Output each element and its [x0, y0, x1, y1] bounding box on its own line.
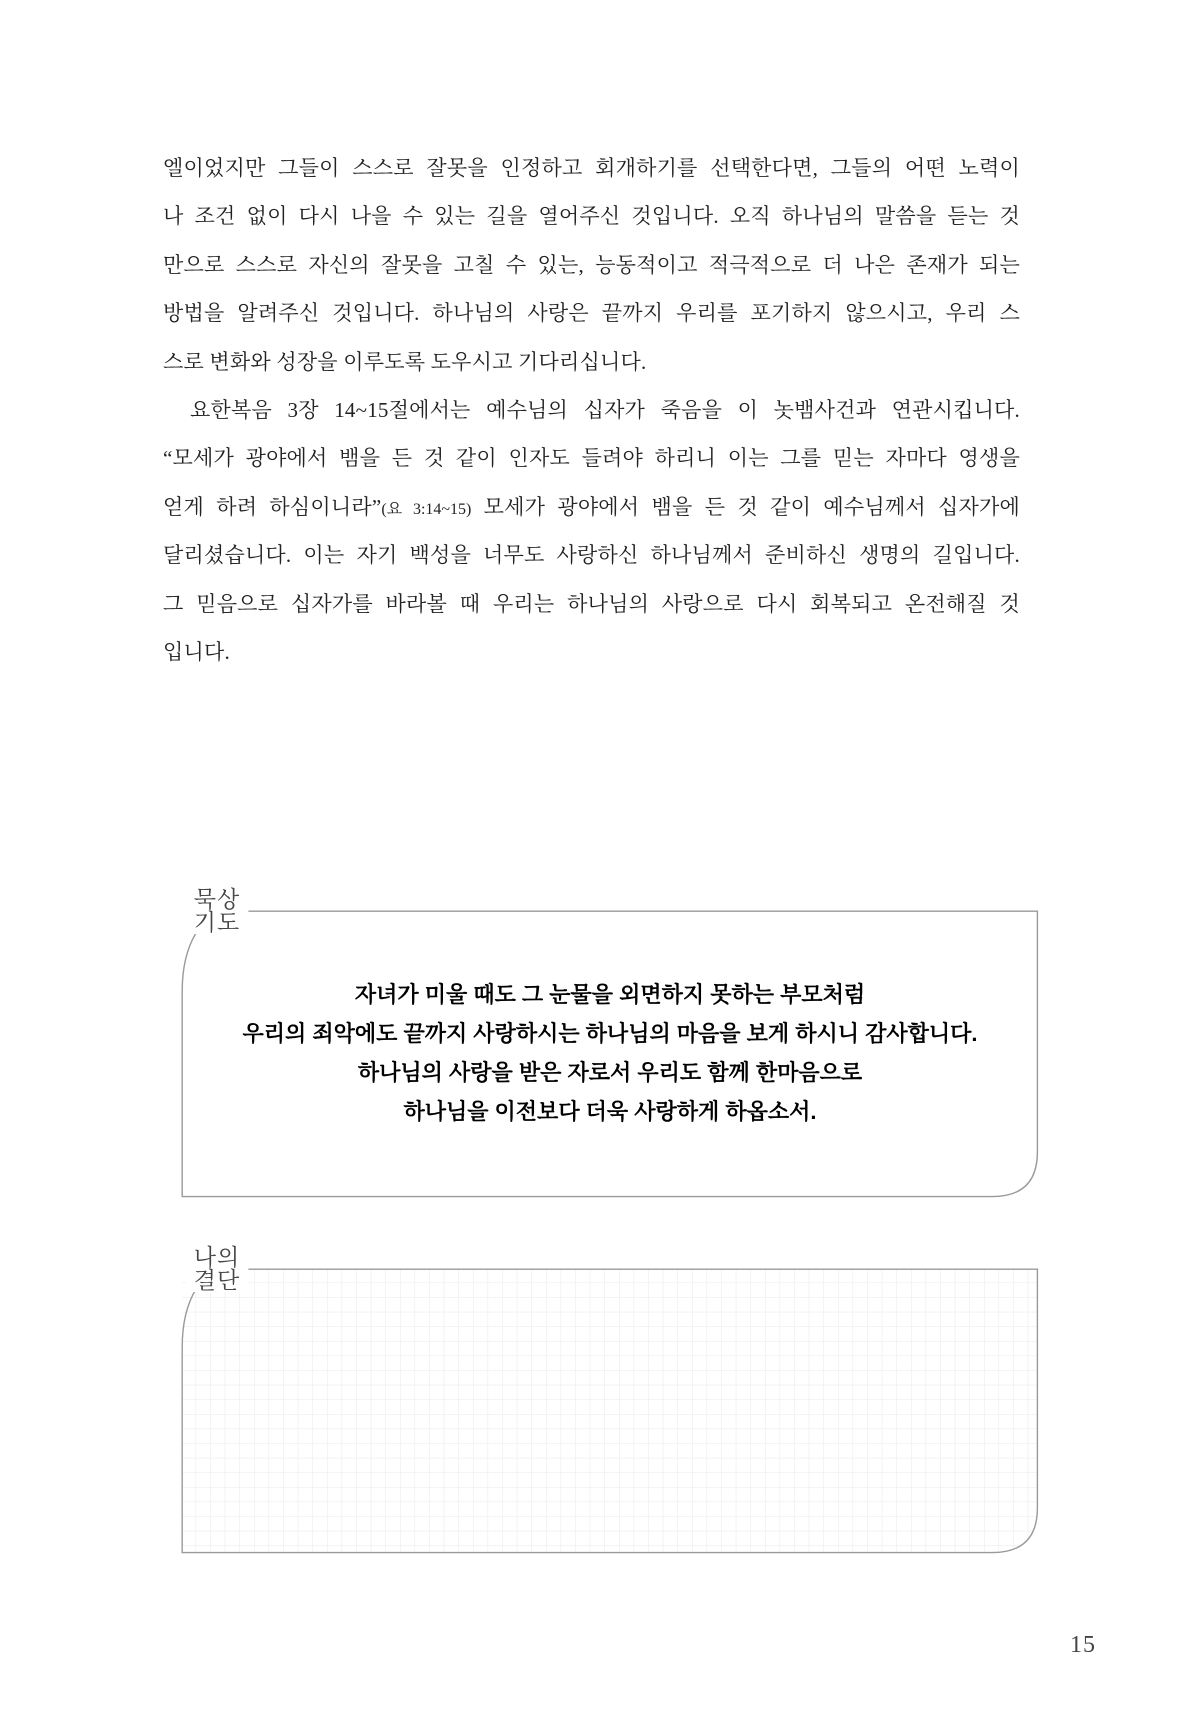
meditation-prayer-text: [181, 975, 1039, 1131]
body-text-segment: 입니다.: [163, 639, 230, 664]
body-text-line: [163, 289, 1020, 337]
body-text-segment: 나 조건 없이 다시 나을 수 있는 길을 열어주신 것입니다. 오직 하나님의 말씀을 듣는 것: [163, 204, 1020, 229]
body-text-segment: 얻게 하려 하심이니라”: [163, 494, 382, 519]
meditation-prayer-label: [186, 888, 248, 934]
my-resolution-box: [181, 1268, 1039, 1555]
my-resolution-label-line1: 나의: [193, 1245, 241, 1270]
body-text-line: [163, 192, 1020, 240]
body-text-line: [163, 241, 1020, 289]
my-resolution-label: [186, 1246, 248, 1292]
body-text-line: [163, 386, 1020, 434]
body-text-line: [163, 338, 1020, 386]
body-text-line: [163, 531, 1020, 579]
body-text-segment: 그 믿음으로 십자가를 바라볼 때 우리는 하나님의 사랑으로 다시 회복되고 온전해질 것: [163, 591, 1020, 616]
body-text: [163, 144, 1020, 676]
meditation-prayer-label-line2: 기도: [193, 910, 241, 935]
body-text-segment: 만으로 스스로 자신의 잘못을 고칠 수 있는, 능동적이고 적극적으로 더 나은 존재가 되는: [163, 252, 1020, 277]
body-text-line: [163, 434, 1020, 482]
body-text-segment: 방법을 알려주신 것입니다. 하나님의 사랑은 끝까지 우리를 포기하지 않으시고, 우리 스: [163, 301, 1020, 326]
meditation-prayer-label-line1: 묵상: [193, 887, 241, 912]
page-number: 15: [1070, 1632, 1096, 1658]
prayer-line: 자녀가 미울 때도 그 눈물을 외면하지 못하는 부모처럼: [354, 982, 866, 1007]
body-text-line: [163, 580, 1020, 628]
my-resolution-grid-paper: [182, 1269, 1037, 1553]
bible-verse-reference: (요 3:14~15): [381, 500, 472, 518]
body-text-segment: 달리셨습니다. 이는 자기 백성을 너무도 사랑하신 하나님께서 준비하신 생명의 길입니다.: [163, 543, 1020, 568]
body-text-segment: 스로 변화와 성장을 이루도록 도우시고 기다리십니다.: [163, 349, 647, 374]
body-text-line: [163, 144, 1020, 192]
body-text-line: [163, 628, 1020, 676]
prayer-line: 하나님을 이전보다 더욱 사랑하게 하옵소서.: [403, 1099, 817, 1124]
prayer-line: 우리의 죄악에도 끝까지 사랑하시는 하나님의 마음을 보게 하시니 감사합니다.: [242, 1021, 978, 1046]
my-resolution-label-line2: 결단: [193, 1268, 241, 1293]
body-text-line: [163, 483, 1020, 531]
body-text-segment: 요한복음 3장 14~15절에서는 예수님의 십자가 죽음을 이 놋뱀사건과 연관시킵니다.: [190, 397, 1020, 422]
body-text-segment: 엘이었지만 그들이 스스로 잘못을 인정하고 회개하기를 선택한다면, 그들의 어떤 노력이: [163, 156, 1020, 180]
body-text-segment: 모세가 광야에서 뱀을 든 것 같이 예수님께서 십자가에: [471, 494, 1020, 519]
prayer-line: 하나님의 사랑을 받은 자로서 우리도 함께 한마음으로: [357, 1060, 863, 1085]
body-text-segment: “모세가 광야에서 뱀을 든 것 같이 인자도 들려야 하리니 이는 그를 믿는 자마다 영생을: [163, 446, 1020, 471]
